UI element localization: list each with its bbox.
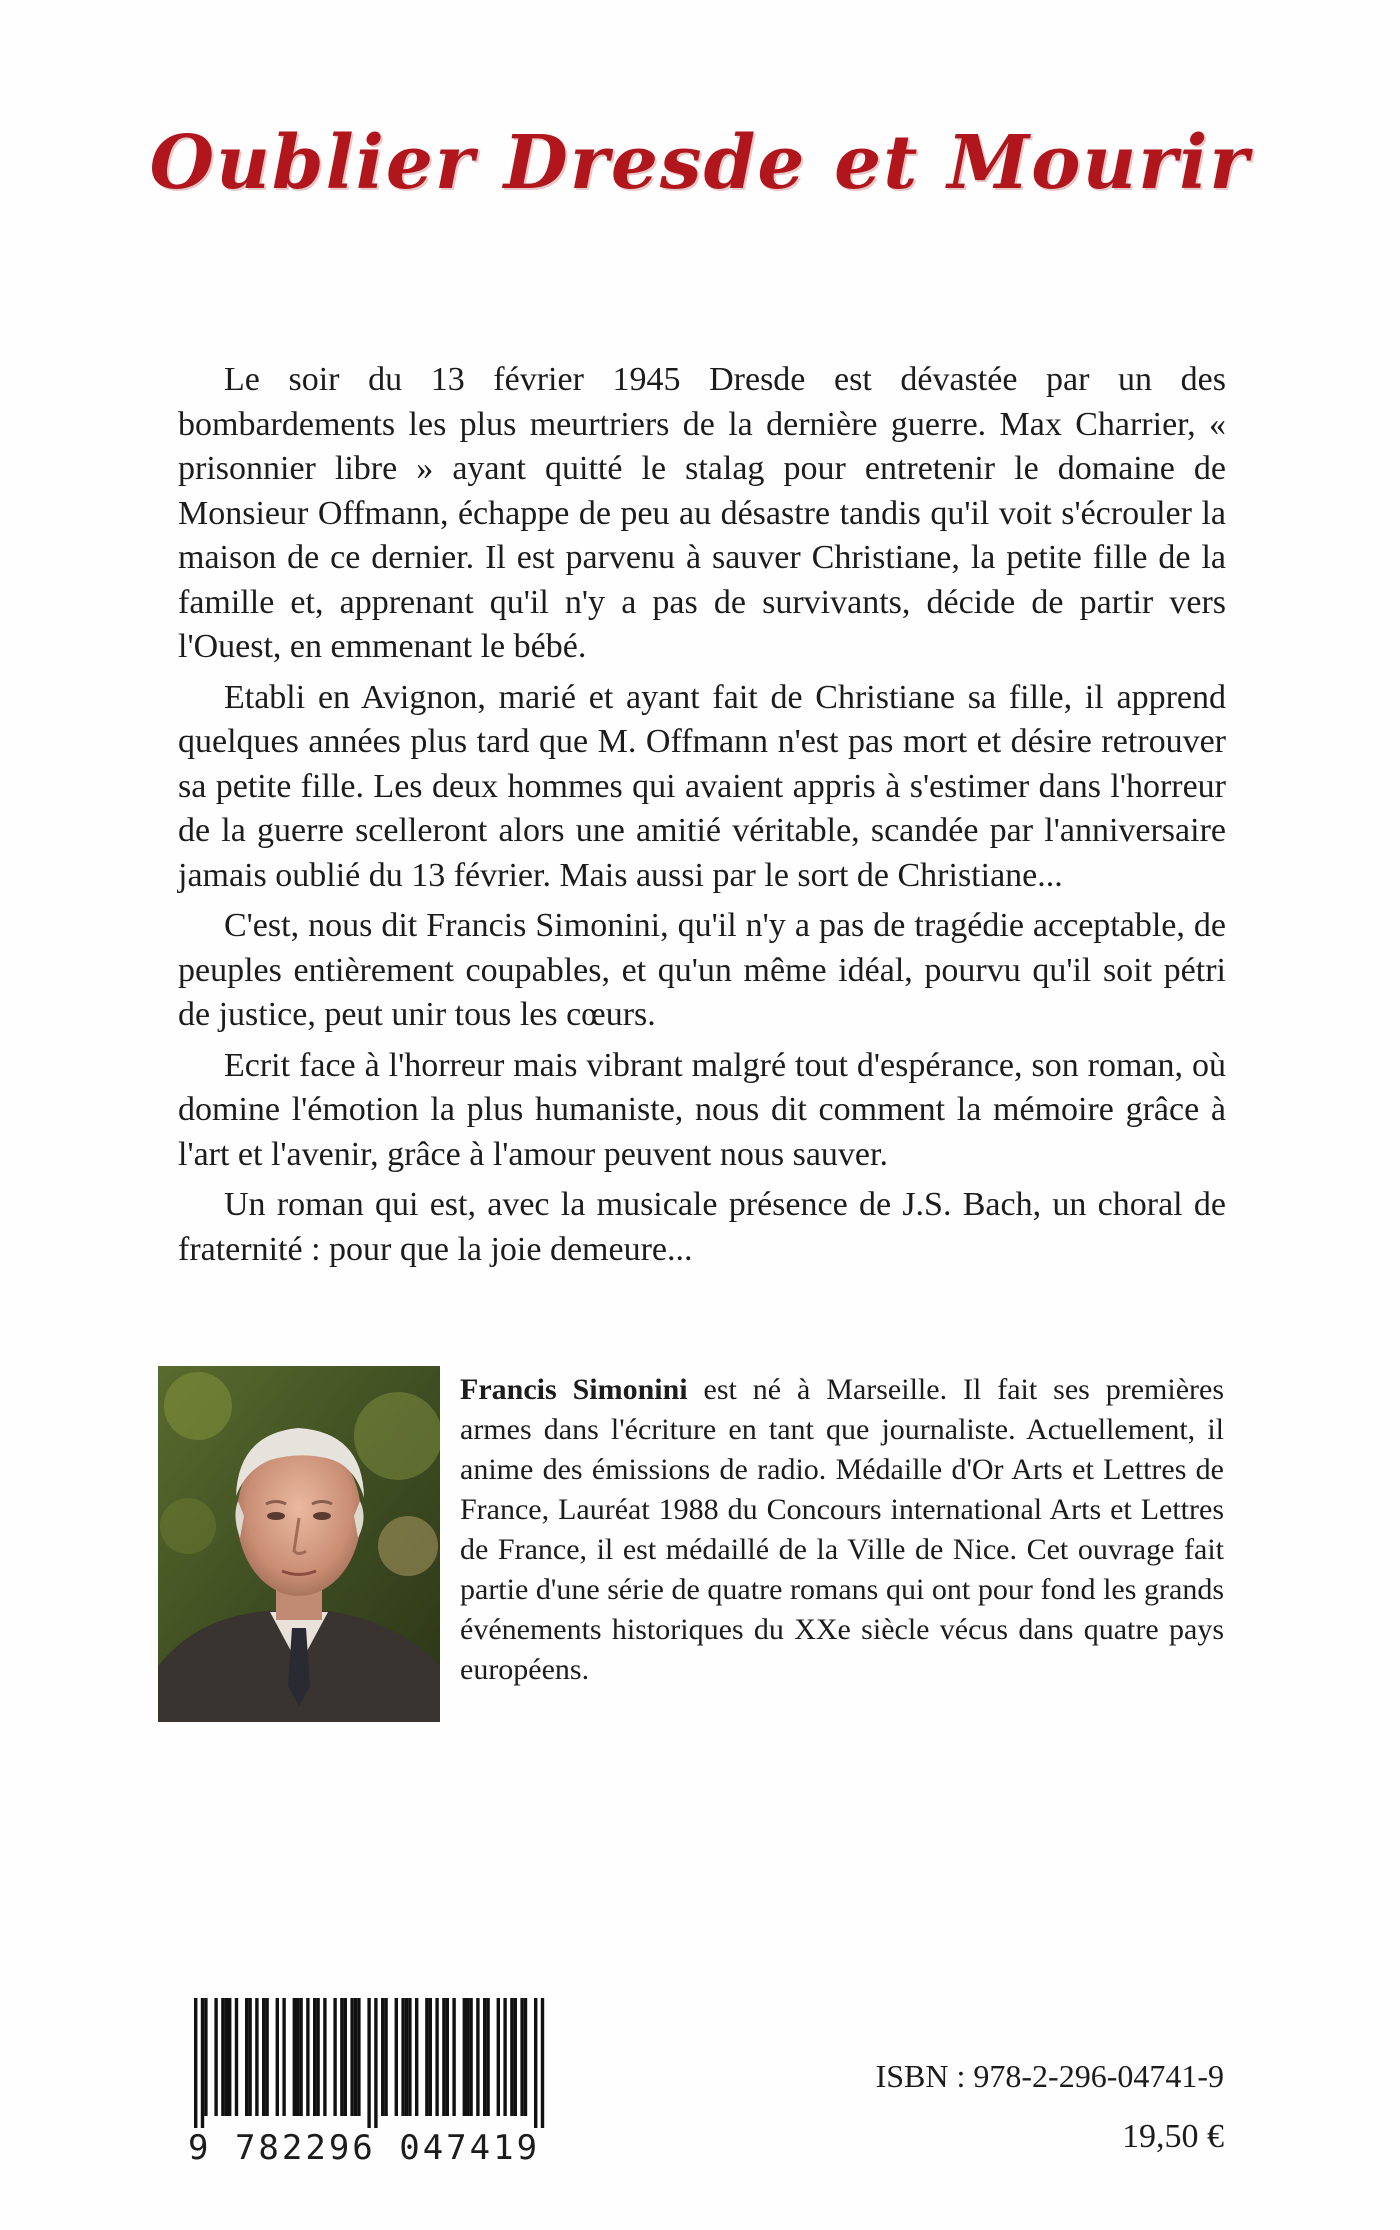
blurb-paragraph: Etabli en Avignon, marié et ayant fait de Christiane sa fille, il apprend quelques années plus tard que M. Offmann n'est pas mort et désire retrouver sa petite fille. Les deux hommes qui avaient appris à s'estimer dans l'horreur de la guerre scelleront alors une amitié véritable, scandée par l'anniversaire jamais oublié du 13 février. Mais aussi par le sort de Christiane... [178, 678, 1226, 894]
barcode-bar [514, 1998, 517, 2116]
barcode-bar [408, 1998, 411, 2116]
barcode-bar [483, 1998, 486, 2116]
book-blurb [178, 358, 1226, 1278]
barcode-bar [225, 1998, 228, 2116]
barcode-bar [282, 1998, 285, 2116]
barcode-bar [534, 1998, 537, 2128]
price: 19,50 € [1122, 2118, 1224, 2155]
barcode-bar [194, 1998, 197, 2128]
barcode-bar [384, 1998, 387, 2116]
barcode-bar [435, 1998, 438, 2116]
barcode-bar [299, 1998, 302, 2116]
barcode-bar [313, 1998, 316, 2116]
barcode-bar [265, 1998, 268, 2116]
author-name: Francis Simonini [460, 1373, 688, 1406]
barcode-bar [354, 1998, 357, 2116]
barcode-bar [340, 1998, 343, 2116]
barcode-bar [221, 1998, 224, 2116]
barcode-bar [293, 1998, 296, 2116]
barcode-bar [201, 1998, 204, 2128]
barcode-bar [486, 1998, 489, 2116]
barcode-bar [276, 1998, 279, 2116]
barcode-bar [395, 1998, 398, 2116]
barcode-bar [466, 1998, 469, 2116]
barcode-bar [306, 1998, 309, 2116]
barcode-bar [367, 1998, 370, 2128]
barcode-bar [357, 1998, 360, 2116]
barcode-bar [204, 1998, 207, 2116]
barcode-bar [248, 1998, 251, 2116]
barcode-bar [405, 1998, 408, 2116]
barcode-bar [469, 1998, 472, 2116]
barcode-bar [429, 1998, 432, 2116]
barcode-bar [452, 1998, 455, 2116]
barcode-bar [520, 1998, 523, 2116]
barcode-bar [344, 1998, 347, 2116]
barcode-bar [255, 1998, 258, 2116]
author-bio-text: est né à Marseille. Il fait ses premières armes dans l'écriture en tant que journaliste. Actuellement, il anime des émissions de radio. Médaille d'Or Arts et Lettres de France, Lauréat 1988 du Concours international Arts et Lettres de France, il est médaillé de la Ville de Nice. Cet ouvrage fait partie d'une série de quatre romans qui ont pour fond les grands événements historiques du XXe siècle vécus dans quatre pays européens. [460, 1373, 1224, 1686]
blurb-paragraph: Ecrit face à l'horreur mais vibrant malgré tout d'espérance, son roman, où domine l'émotion la plus humaniste, nous dit comment la mémoire grâce à l'art et l'avenir, grâce à l'amour peuvent nous sauver. [178, 1046, 1226, 1173]
author-photo [158, 1366, 440, 1722]
barcode-bar [323, 1998, 326, 2116]
author-bio [460, 1370, 1224, 1690]
barcode-bar [381, 1998, 384, 2116]
blurb-paragraph: Un roman qui est, avec la musicale présence de J.S. Bach, un choral de fraternité : pour que la joie demeure... [178, 1186, 1226, 1268]
barcode-bar [235, 1998, 238, 2116]
barcode-bar [262, 1998, 265, 2116]
barcode-bar [316, 1998, 319, 2116]
barcode-bar [333, 1998, 336, 2116]
barcode-bar [541, 1998, 544, 2128]
barcode-bar [350, 1998, 353, 2116]
barcode-bar [503, 1998, 506, 2116]
barcode-bar [463, 1998, 466, 2116]
blurb-paragraph: Le soir du 13 février 1945 Dresde est dévastée par un des bombardements les plus meurtriers de la dernière guerre. Max Charrier, « prisonnier libre » ayant quitté le stalag pour entretenir le domaine de Monsieur Offmann, échappe de peu au désastre tandis qu'il voit s'écrouler la maison de ce dernier. Il est parvenu à sauver Christiane, la petite fille de la famille et, apprenant qu'il n'y a pas de survivants, décide de partir vers l'Ouest, en emmenant le bébé. [178, 361, 1226, 665]
barcode-bar [524, 1998, 527, 2116]
blurb-paragraph: C'est, nous dit Francis Simonini, qu'il n'y a pas de tragédie acceptable, de peuples entièrement coupables, et qu'un même idéal, pourvu qu'il soit pétri de justice, peut unir tous les cœurs. [178, 907, 1226, 1033]
barcode-bar [245, 1998, 248, 2116]
barcode-bar [374, 1998, 377, 2128]
barcode-bar [214, 1998, 217, 2116]
book-title: Oublier Dresde et Mourir [149, 120, 1251, 206]
barcode-bar [296, 1998, 299, 2116]
barcode-bar [446, 1998, 449, 2116]
barcode-bar [401, 1998, 404, 2116]
barcode-digits: 9 782296 047419 [188, 2128, 541, 2168]
isbn: ISBN : 978-2-296-04741-9 [875, 2058, 1224, 2094]
barcode-bar [228, 1998, 231, 2116]
barcode-bar [425, 1998, 428, 2116]
barcode-bar [510, 1998, 513, 2116]
barcode-bar [442, 1998, 445, 2116]
barcode-bar [476, 1998, 479, 2116]
barcode-bar [497, 1998, 500, 2116]
barcode-bar [415, 1998, 418, 2116]
